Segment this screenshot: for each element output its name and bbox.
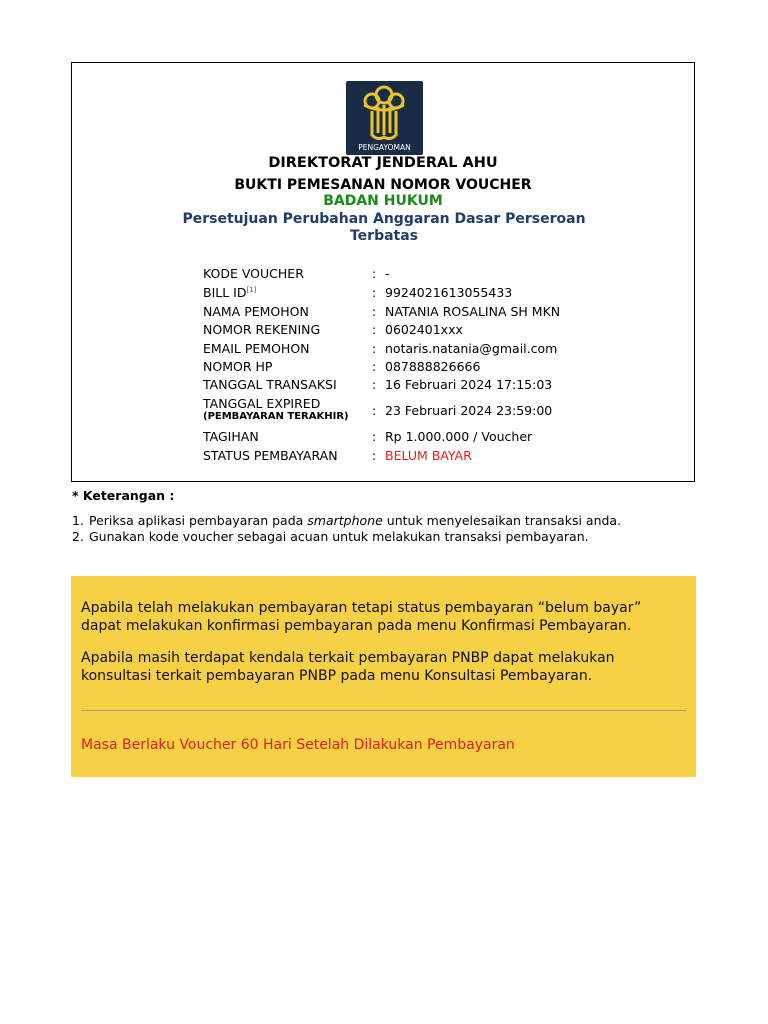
divider [81, 710, 686, 711]
doc-title: BUKTI PEMESANAN NOMOR VOUCHER [234, 177, 532, 193]
org-title: DIREKTORAT JENDERAL AHU [268, 155, 498, 171]
row-status-pembayaran: STATUS PEMBAYARAN : BELUM BAYAR [203, 448, 472, 463]
service-title: Persetujuan Perubahan Anggaran Dasar Perseroan Terbatas [182, 211, 586, 244]
pengayoman-logo [346, 81, 423, 155]
keterangan-list [72, 513, 712, 545]
notice-paragraph-confirm: Apabila telah melakukan pembayaran tetapi status pembayaran “belum bayar” dapat melakukan konfirmasi pembayaran pada menu Konfirmasi Pembayaran. [81, 600, 642, 634]
entity-title: BADAN HUKUM [323, 193, 443, 209]
row-nama-pemohon: NAMA PEMOHON : NATANIA ROSALINA SH MKN [203, 304, 561, 319]
row-nomor-hp: NOMOR HP : 087888826666 [203, 359, 481, 374]
logo-caption: PENGAYOMAN [358, 143, 411, 152]
row-tanggal-transaksi: TANGGAL TRANSAKSI : 16 Februari 2024 17:15:03 [203, 377, 553, 392]
notice-paragraph-consult: Apabila masih terdapat kendala terkait pembayaran PNBP dapat melakukan konsultasi terkait pembayaran PNBP pada menu Konsultasi Pembayaran. [81, 650, 615, 684]
bill-id-footnote-link[interactable]: [1] [246, 286, 257, 294]
notice-box [71, 576, 696, 777]
row-nomor-rekening: NOMOR REKENING : 0602401xxx [203, 322, 463, 337]
row-tagihan: TAGIHAN : Rp 1.000.000 / Voucher [203, 429, 533, 444]
keterangan-title: * Keterangan : [72, 488, 175, 503]
list-item: 2. Gunakan kode voucher sebagai acuan untuk melakukan transaksi pembayaran. [72, 529, 589, 544]
row-bill-id: BILL ID[1] : 9924021613055433 [203, 285, 513, 300]
voucher-validity-text: Masa Berlaku Voucher 60 Hari Setelah Dilakukan Pembayaran [81, 737, 515, 753]
row-tanggal-expired: TANGGAL EXPIRED (PEMBAYARAN TERAKHIR) : 23 Februari 2024 23:59:00 [203, 396, 553, 422]
voucher-card [71, 62, 695, 482]
status-badge: BELUM BAYAR [385, 448, 472, 463]
list-item: 1. Periksa aplikasi pembayaran pada smartphone untuk menyelesaikan transaksi anda. [72, 513, 622, 528]
row-kode-voucher: KODE VOUCHER : - [203, 266, 390, 281]
row-email-pemohon: EMAIL PEMOHON : notaris.natania@gmail.com [203, 341, 558, 356]
